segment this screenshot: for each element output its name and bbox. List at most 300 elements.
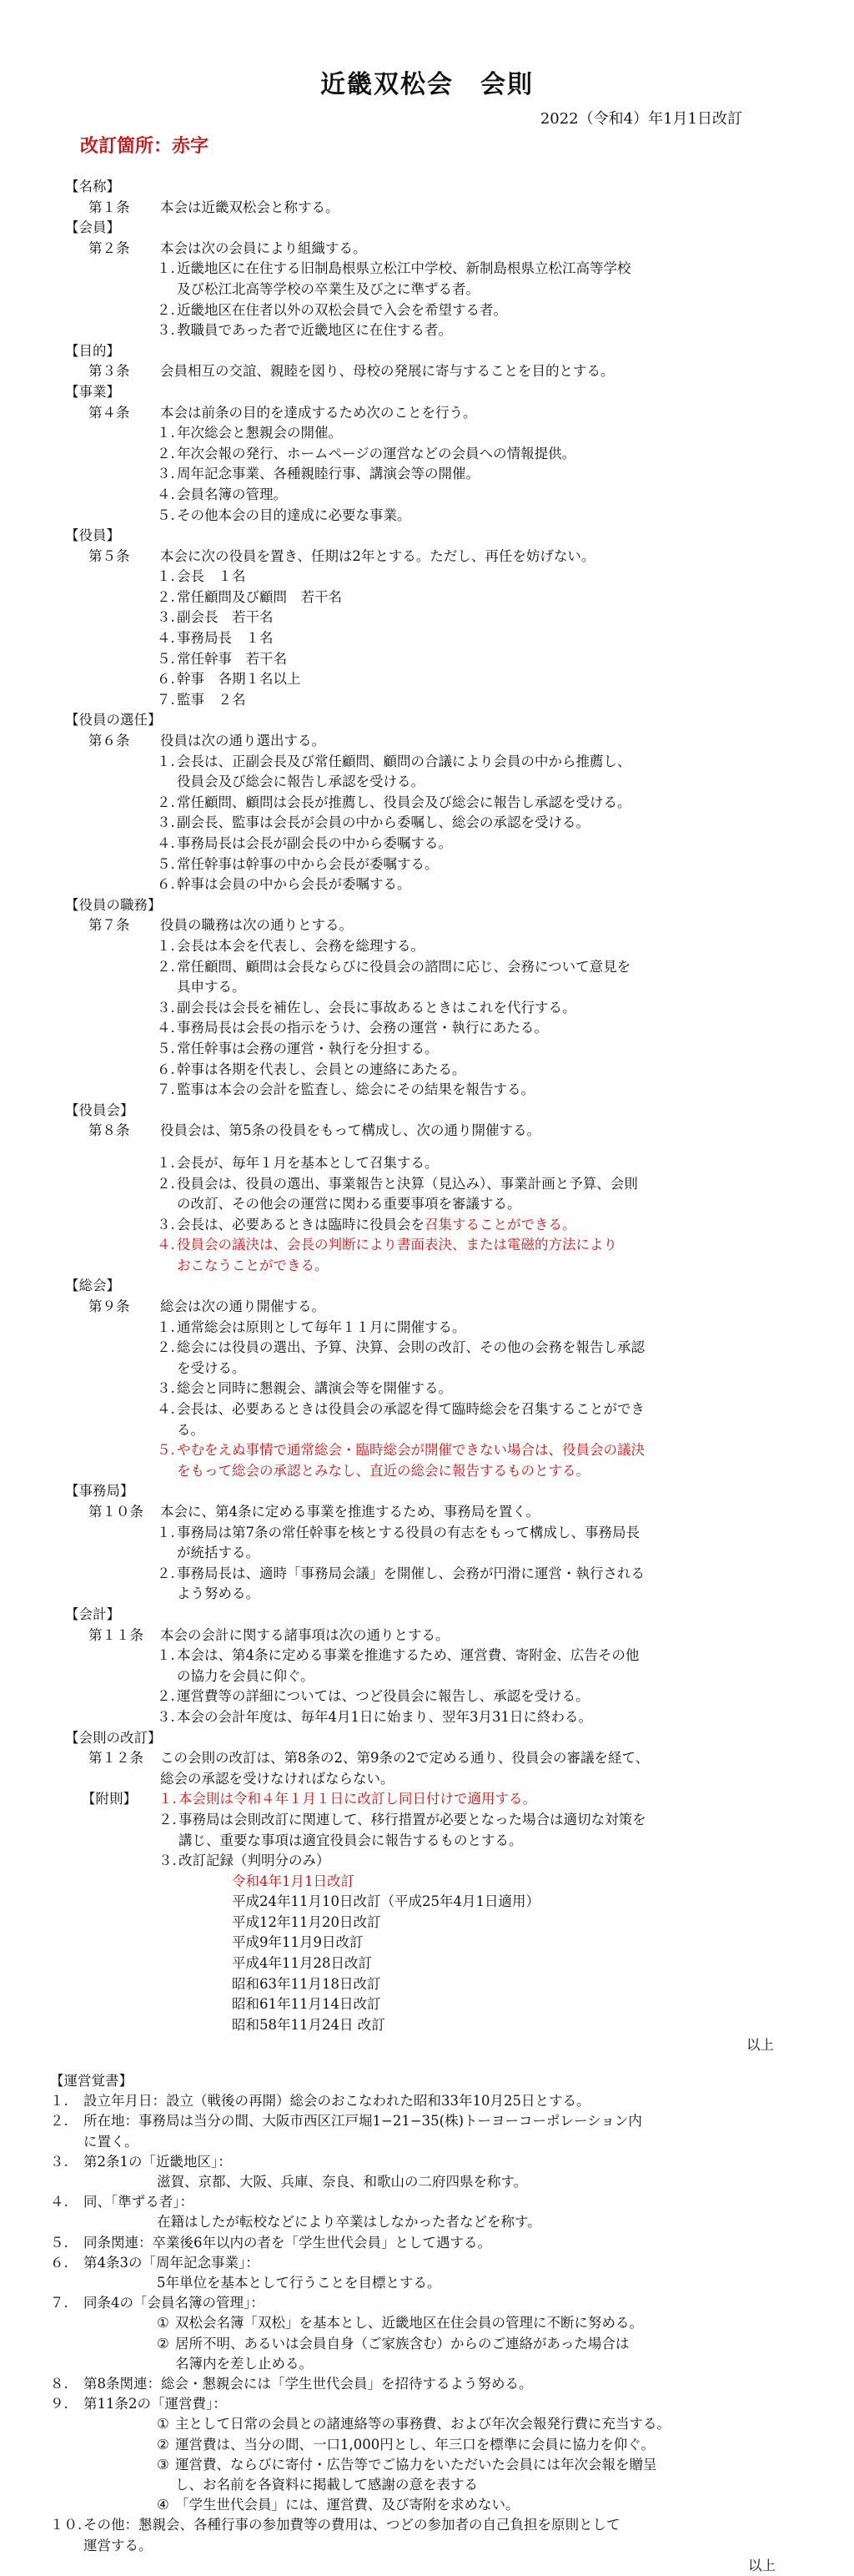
item-number: １. <box>157 425 175 441</box>
item-text <box>177 1399 782 1440</box>
article-item <box>65 567 782 587</box>
article-item <box>65 1440 782 1481</box>
memo-subitem <box>50 2495 784 2515</box>
article-item <box>65 1338 782 1379</box>
item-text <box>177 957 782 998</box>
article-number: 第７条 <box>88 917 130 934</box>
item-line: 会員名簿の管理。 <box>177 486 287 502</box>
memo-item <box>50 2515 784 2555</box>
memo-item-text <box>83 2374 784 2394</box>
memo-subitem-number: ① <box>157 2416 169 2432</box>
item-line: 総会と同時に懇親会、講演会等を開催する。 <box>177 1380 452 1397</box>
memo-item <box>50 2394 784 2414</box>
item-number: ２. <box>157 794 175 810</box>
item-text <box>177 1215 782 1236</box>
article-line: 本会に、第4条に定める事業を推進するため、事務局を置く。 <box>160 1504 540 1520</box>
item-number: ５. <box>157 855 175 872</box>
memo-item-number: １０. <box>50 2517 83 2533</box>
section-heading: 【名称】 <box>65 179 120 194</box>
item-line: 常任幹事 若干名 <box>177 650 287 667</box>
item-number: ３. <box>158 1853 177 1869</box>
revision-record: 平成4年11月28日改訂 <box>232 1955 372 1972</box>
item-number: ７. <box>157 691 175 708</box>
item-line: 及び松江北高等学校の卒業生及び之に準ずる者。 <box>177 280 480 297</box>
article-number: 第６条 <box>88 733 130 749</box>
memo-subitem <box>50 2455 784 2495</box>
article-item <box>65 1707 782 1728</box>
supplement-item <box>153 1789 782 1810</box>
item-text <box>177 300 782 321</box>
item-line: 具申する。 <box>177 979 246 996</box>
section-heading: 【会計】 <box>65 1606 120 1622</box>
item-line: 運営費等の詳細については、つど役員会に報告し、承認を受ける。 <box>177 1688 590 1705</box>
article-text <box>160 1121 782 1142</box>
item-line: 幹事は会員の中から会長が委嘱する。 <box>177 876 411 893</box>
revision-record: 令和4年1月1日改訂 <box>232 1873 354 1889</box>
memo-item <box>50 2192 784 2212</box>
item-text <box>177 320 782 341</box>
item-text <box>177 793 782 814</box>
item-line: る。 <box>177 1421 204 1438</box>
item-number: ２. <box>157 958 175 975</box>
memo-subitem-number: ① <box>157 2315 169 2332</box>
item-line: 会長は、必要あるときは役員会の承認を得て臨時総会を召集することができ <box>177 1401 645 1418</box>
item-text <box>177 1440 782 1481</box>
memo-subitem-text <box>175 2313 784 2333</box>
section-heading: 【事務局】 <box>65 1483 134 1500</box>
supplement-item <box>153 1810 782 1851</box>
item-line: 会長は、必要あるときは臨時に役員会を召集することができる。 <box>177 1216 576 1233</box>
memo-item-text <box>83 2394 784 2414</box>
memo-item-text <box>83 2253 784 2273</box>
article-line: 役員会は、第5条の役員をもって構成し、次の通り開催する。 <box>160 1122 540 1139</box>
article-text <box>160 915 782 936</box>
article-item <box>65 1646 782 1686</box>
item-number: ５. <box>157 650 175 667</box>
revision-record: 平成12年11月20日改訂 <box>232 1913 381 1930</box>
item-line: 通常総会は原則として毎年１１月に開催する。 <box>177 1318 466 1335</box>
memo-line: 第8条関連：総会・懇親会には「学生世代会員」を招待するよう努める。 <box>83 2376 533 2392</box>
item-line: おこなうことができる。 <box>177 1257 329 1273</box>
article-text <box>160 1502 782 1523</box>
item-line: 幹事は各期を代表し、会員との連絡にあたる。 <box>177 1061 466 1077</box>
article-number: 第１１条 <box>88 1626 143 1643</box>
item-text <box>177 854 782 875</box>
memo-item-number <box>83 2273 157 2293</box>
article-item <box>65 936 782 957</box>
item-line: 常任顧問、顧問は会長が推薦し、役員会及び総会に報告し承認を受ける。 <box>177 794 631 810</box>
article-item <box>65 690 782 711</box>
memo-item-text <box>83 2233 784 2253</box>
item-line: 周年記念事業、各種親睦行事、講演会等の開催。 <box>177 466 480 482</box>
supplement-body <box>153 1789 782 1871</box>
item-line: 総会には役員の選出、予算、決算、会則の改訂、その他の会務を報告し承認 <box>177 1339 645 1356</box>
article-item <box>65 793 782 814</box>
article-line: この会則の改訂は、第8条の2、第9条の2で定める通り、役員会の審議を経て、 <box>160 1750 650 1767</box>
article-item <box>65 1080 782 1101</box>
article <box>65 731 782 752</box>
item-number: ２. <box>157 1175 175 1192</box>
memo-subitem <box>50 2313 784 2333</box>
memo-line: 運営費は、当分の間、一口1,000円とし、年三口を標準に会員に協力を仰ぐ。 <box>175 2436 655 2452</box>
article-item <box>65 587 782 608</box>
item-number: ３. <box>157 1380 175 1397</box>
bylaws-body <box>65 177 782 2056</box>
item-text <box>177 607 782 628</box>
article <box>65 1121 782 1142</box>
memo-subitem-number: ④ <box>157 2497 169 2513</box>
item-number: ５. <box>157 507 175 523</box>
item-line: の改訂、その他会の運営に関わる重要事項を審議する。 <box>177 1196 521 1212</box>
article-line: 総会は次の通り開催する。 <box>160 1298 325 1315</box>
item-number: ２. <box>157 1688 175 1705</box>
section <box>65 177 782 218</box>
item-number: ４. <box>157 835 175 851</box>
article-line: 会員相互の交誼、親睦を図り、母校の発展に寄与することを目的とする。 <box>160 363 615 380</box>
memo-item <box>50 2233 784 2253</box>
item-text <box>177 936 782 957</box>
memo-line: 「学生世代会員」には、運営費、及び寄附を求めない。 <box>175 2497 520 2513</box>
section <box>65 895 782 1101</box>
item-text <box>177 1318 782 1338</box>
section-heading: 【会員】 <box>65 219 120 236</box>
revision-date: 2022（令和4）年1月1日改訂 <box>540 110 742 128</box>
article-item <box>65 1018 782 1039</box>
supplement <box>65 1789 782 1871</box>
section <box>65 341 782 382</box>
memo-subitem-text <box>175 2414 784 2434</box>
article-number: 第１２条 <box>88 1750 143 1767</box>
section <box>65 1728 782 1790</box>
article-line: 役員の職務は次の通りとする。 <box>160 917 353 934</box>
item-line: 近畿地区に在住する旧制島根県立松江中学校、新制島根県立松江高等学校 <box>177 260 631 277</box>
article-number: 第４条 <box>88 404 130 421</box>
item-number: ６. <box>157 876 175 893</box>
section-heading: 【役員】 <box>65 527 120 544</box>
item-text <box>177 1174 782 1215</box>
item-text <box>177 1080 782 1101</box>
memo-heading: 【運営覚書】 <box>50 2073 133 2089</box>
memo-line: 同、「準ずる者」： <box>83 2194 193 2211</box>
memo-subitem <box>50 2334 784 2374</box>
article-item <box>65 875 782 895</box>
article-item <box>65 1399 782 1440</box>
item-number: ５. <box>157 1040 175 1056</box>
memo-item <box>50 2273 784 2293</box>
section <box>65 526 782 710</box>
end-mark: 以上 <box>748 2557 776 2573</box>
revision-record: 昭和63年11月18日改訂 <box>232 1975 381 1992</box>
memo-line: 主として日常の会員との諸連絡等の事務費、および年次会報発行費に充当する。 <box>175 2416 671 2432</box>
section-heading: 【事業】 <box>65 383 120 400</box>
item-line: 副会長、監事は会長が会員の中から委嘱し、総会の承認を受ける。 <box>177 814 590 831</box>
article-item <box>65 1039 782 1060</box>
item-text <box>177 875 782 895</box>
article-item <box>65 1318 782 1338</box>
item-line: 幹事 各期１名以上 <box>177 671 301 688</box>
article-item <box>65 1060 782 1081</box>
revision-record: 平成9年11月9日改訂 <box>232 1934 364 1951</box>
red-text: 召集することができる。 <box>424 1216 576 1233</box>
item-number: ６. <box>157 1061 175 1077</box>
memo-item-number: ７. <box>50 2295 68 2311</box>
item-number: ２. <box>157 1565 175 1581</box>
item-line: を受ける。 <box>177 1359 246 1376</box>
memo-subitem <box>50 2414 784 2434</box>
section <box>65 1101 782 1277</box>
item-number: ３. <box>157 466 175 482</box>
memo-line: 運営費、ならびに寄付・広告等でご協力をいただいた会員には年次会報を贈呈 <box>175 2456 657 2473</box>
spacer <box>65 1142 782 1153</box>
item-line: 改訂記録（判明分のみ） <box>178 1853 330 1869</box>
article-item <box>65 813 782 834</box>
item-line: 役員会及び総会に報告し承認を受ける。 <box>177 774 424 790</box>
item-text <box>177 1039 782 1060</box>
item-number: １. <box>157 260 175 277</box>
item-number: ３. <box>157 814 175 831</box>
memo-line: 所在地：事務局は当分の間、大阪市西区江戸堀1−21−35(株)トーヨーコーポレーション内 <box>83 2113 642 2130</box>
article-line: 本会の会計に関する諸事項は次の通りとする。 <box>160 1626 450 1643</box>
article-item <box>65 1564 782 1605</box>
item-number: １. <box>158 1791 177 1807</box>
article-item <box>65 1174 782 1215</box>
item-line: 本会則は令和４年１月１日に改訂し同日付けで適用する。 <box>178 1791 536 1807</box>
item-line: 事務局は会則改訂に関連して、移行措置が必要となった場合は適切な対策を <box>178 1811 646 1827</box>
article-item <box>65 1153 782 1174</box>
item-line: 常任幹事は会務の運営・執行を分担する。 <box>177 1040 439 1056</box>
revision-record: 昭和61年11月14日改訂 <box>232 1996 381 2013</box>
article-line: 本会は近畿双松会と称する。 <box>160 199 339 215</box>
memo-line: 双松会名簿「双松」を基本とし、近畿地区在住会員の管理に不断に努める。 <box>175 2315 643 2332</box>
item-number: ２. <box>157 1339 175 1356</box>
section-heading: 【役員会】 <box>65 1101 134 1118</box>
memo-line: 名簿内を差し止める。 <box>175 2355 313 2372</box>
article-text <box>160 198 782 219</box>
article-text <box>160 239 782 260</box>
item-number: ３. <box>157 1708 175 1725</box>
memo-line: 運営する。 <box>83 2537 153 2553</box>
item-text <box>177 1707 782 1728</box>
item-number: ２. <box>157 588 175 605</box>
item-line: 会長 １名 <box>177 568 246 585</box>
article-line: 本会は次の会員により組織する。 <box>160 239 367 256</box>
memo-line: 居所不明、あるいは会員自身（ご家族含む）からのご連絡があった場合は <box>175 2335 630 2352</box>
item-line: 役員会の議決は、会長の判断により書面表決、または電磁的方法により <box>177 1237 617 1253</box>
end-mark: 以上 <box>746 2037 774 2054</box>
article-text <box>160 361 782 382</box>
item-line: 本会の会計年度は、毎年4月1日に始まり、翌年3月31日に終わる。 <box>177 1708 592 1725</box>
article-text <box>160 1297 782 1318</box>
memo-subitem-number: ② <box>157 2436 169 2452</box>
memo-line: 5年単位を基本として行うことを目標とする。 <box>157 2275 441 2291</box>
item-number: ３. <box>157 999 175 1016</box>
item-text <box>177 1379 782 1399</box>
item-line: よう努める。 <box>177 1585 259 1602</box>
memo-item-text <box>157 2172 784 2192</box>
supplement-item <box>153 1851 782 1872</box>
memo-line: 第4条3の「周年記念事業」： <box>83 2254 259 2271</box>
memo-item-number: ５. <box>50 2234 68 2251</box>
revised-note: 改訂箇所：赤字 <box>80 135 209 157</box>
item-number: ７. <box>157 1081 175 1098</box>
item-line: 常任顧問及び顧問 若干名 <box>177 588 342 605</box>
memo-subitem-text <box>175 2495 784 2515</box>
article-item <box>65 854 782 875</box>
section <box>65 1276 782 1481</box>
item-line: をもって総会の承認とみなし、直近の総会に報告するものとする。 <box>177 1462 590 1479</box>
item-number: １. <box>157 1647 175 1664</box>
item-text <box>177 1018 782 1039</box>
memo-line: 設立年月日：設立（戦後の再開）総会のおこなわれた昭和33年10月25日とする。 <box>83 2093 590 2110</box>
article-item <box>65 300 782 321</box>
article-line: 役員は次の通り選出する。 <box>160 733 325 749</box>
item-number: ３. <box>157 322 175 339</box>
item-line: 事務局長は、適時「事務局会議」を開催し、会務が円滑に運営・執行される <box>177 1565 645 1581</box>
item-line: 本会は、第4条に定める事業を推進するため、運営費、寄附金、広告その他 <box>177 1647 640 1664</box>
memo-item-text <box>83 2111 784 2151</box>
item-line: 会長は本会を代表し、会務を総理する。 <box>177 937 424 954</box>
article-number: 第２条 <box>88 239 130 256</box>
article-item <box>65 1686 782 1707</box>
article-line: 本会は前条の目的を達成するため次のことを行う。 <box>160 404 477 421</box>
article-line: 本会に次の役員を置き、任期は2年とする。ただし、再任を妨げない。 <box>160 547 595 564</box>
memo-subitem-number: ③ <box>157 2456 169 2473</box>
item-number: １. <box>157 568 175 585</box>
item-line: 役員会は、役員の選出、事業報告と決算（見込み）、事業計画と予算、会則 <box>177 1175 638 1192</box>
article-item <box>65 1523 782 1564</box>
memo-item <box>50 2091 784 2111</box>
item-number: １. <box>157 937 175 954</box>
article-item <box>65 669 782 690</box>
item-text <box>177 669 782 690</box>
section-heading: 【会則の改訂】 <box>65 1729 162 1746</box>
article-text <box>160 731 782 752</box>
article-item <box>65 485 782 506</box>
section <box>65 218 782 341</box>
memo-item <box>50 2172 784 2192</box>
item-line: 年次総会と懇親会の開催。 <box>177 425 342 441</box>
item-line: 副会長は会長を補佐し、会長に事故あるときはこれを代行する。 <box>177 999 576 1016</box>
item-text <box>177 485 782 506</box>
item-text <box>177 464 782 485</box>
item-line: 講じ、重要な事項は適宜役員会に報告するものとする。 <box>178 1832 523 1848</box>
memo-subitem <box>50 2435 784 2455</box>
item-text <box>177 1523 782 1564</box>
memo-item <box>50 2293 784 2313</box>
memo-item-text <box>83 2192 784 2212</box>
article-item <box>65 834 782 854</box>
article-item <box>65 1235 782 1276</box>
item-text <box>177 813 782 834</box>
item-text <box>177 444 782 465</box>
memo-item-number: １. <box>50 2093 68 2110</box>
article <box>65 198 782 219</box>
item-text <box>177 587 782 608</box>
memo-line: 同条関連：卒業後6年以内の者を「学生世代会員」として遇する。 <box>83 2234 491 2251</box>
article-item <box>65 444 782 465</box>
item-text <box>177 506 782 527</box>
item-number: １. <box>157 753 175 769</box>
item-text <box>177 1235 782 1276</box>
section <box>65 1481 782 1605</box>
article-item <box>65 320 782 341</box>
section <box>65 710 782 895</box>
article-item <box>65 998 782 1019</box>
article-text <box>160 547 782 567</box>
article <box>65 1502 782 1523</box>
item-line: 監事は本会の会計を監査し、総会にその結果を報告する。 <box>177 1081 535 1098</box>
item-number: ２. <box>157 301 175 318</box>
memo-line: し、お名前を各資料に掲載して感謝の意を表する <box>175 2477 478 2493</box>
memo-line: 第11条2の「運営費」： <box>83 2396 227 2412</box>
item-number: ４. <box>157 1401 175 1418</box>
item-number: ３. <box>157 609 175 626</box>
item-number: １. <box>157 1154 175 1171</box>
memo-item-number <box>83 2212 157 2232</box>
item-number: ６. <box>157 671 175 688</box>
item-line: やむをえぬ事情で通常総会・臨時総会が開催できない場合は、役員会の議決 <box>177 1442 645 1459</box>
article-line: 総会の承認を受けなければならない。 <box>160 1770 394 1787</box>
memo-item <box>50 2111 784 2151</box>
memo-subitem-number: ② <box>157 2335 169 2352</box>
article-item <box>65 649 782 670</box>
memo-item <box>50 2253 784 2273</box>
article <box>65 547 782 567</box>
item-text <box>177 259 782 300</box>
article-number: 第１条 <box>88 199 130 215</box>
item-text <box>177 1153 782 1174</box>
memo-item-number: ８. <box>50 2376 68 2392</box>
memo-item-text <box>83 2152 784 2172</box>
operation-memo <box>50 2071 784 2576</box>
article-item <box>65 464 782 485</box>
memo-item <box>50 2374 784 2394</box>
article-item <box>65 1215 782 1236</box>
article-item <box>65 506 782 527</box>
article <box>65 1297 782 1318</box>
item-text <box>177 567 782 587</box>
memo-item-text <box>83 2515 784 2555</box>
memo-item-text <box>157 2273 784 2293</box>
article-item <box>65 1379 782 1399</box>
item-number: ４. <box>157 630 175 647</box>
memo-subitem-text <box>175 2435 784 2455</box>
item-number: ４. <box>157 486 175 502</box>
article-text <box>160 1748 782 1789</box>
article <box>65 1626 782 1646</box>
item-text <box>177 628 782 649</box>
article-item <box>65 607 782 628</box>
article-item <box>65 423 782 444</box>
item-text <box>177 752 782 793</box>
section <box>65 382 782 526</box>
item-text <box>177 1060 782 1081</box>
item-text <box>177 1686 782 1707</box>
item-line: その他本会の目的達成に必要な事業。 <box>177 507 411 523</box>
memo-item-text <box>83 2293 784 2313</box>
item-line: 事務局長 １名 <box>177 630 274 647</box>
item-text <box>178 1810 646 1851</box>
memo-line: 在籍はしたが転校などにより卒業はしなかった者などを称す。 <box>157 2214 541 2231</box>
article-text <box>160 1626 782 1646</box>
item-text <box>177 423 782 444</box>
item-line: 事務局長は会長が副会長の中から委嘱する。 <box>177 835 452 851</box>
article <box>65 1748 782 1789</box>
article-number: 第１０条 <box>88 1504 143 1520</box>
section-heading: 【役員の職務】 <box>65 896 162 913</box>
item-line: 常任幹事は幹事の中から会長が委嘱する。 <box>177 855 439 872</box>
article-item <box>65 957 782 998</box>
